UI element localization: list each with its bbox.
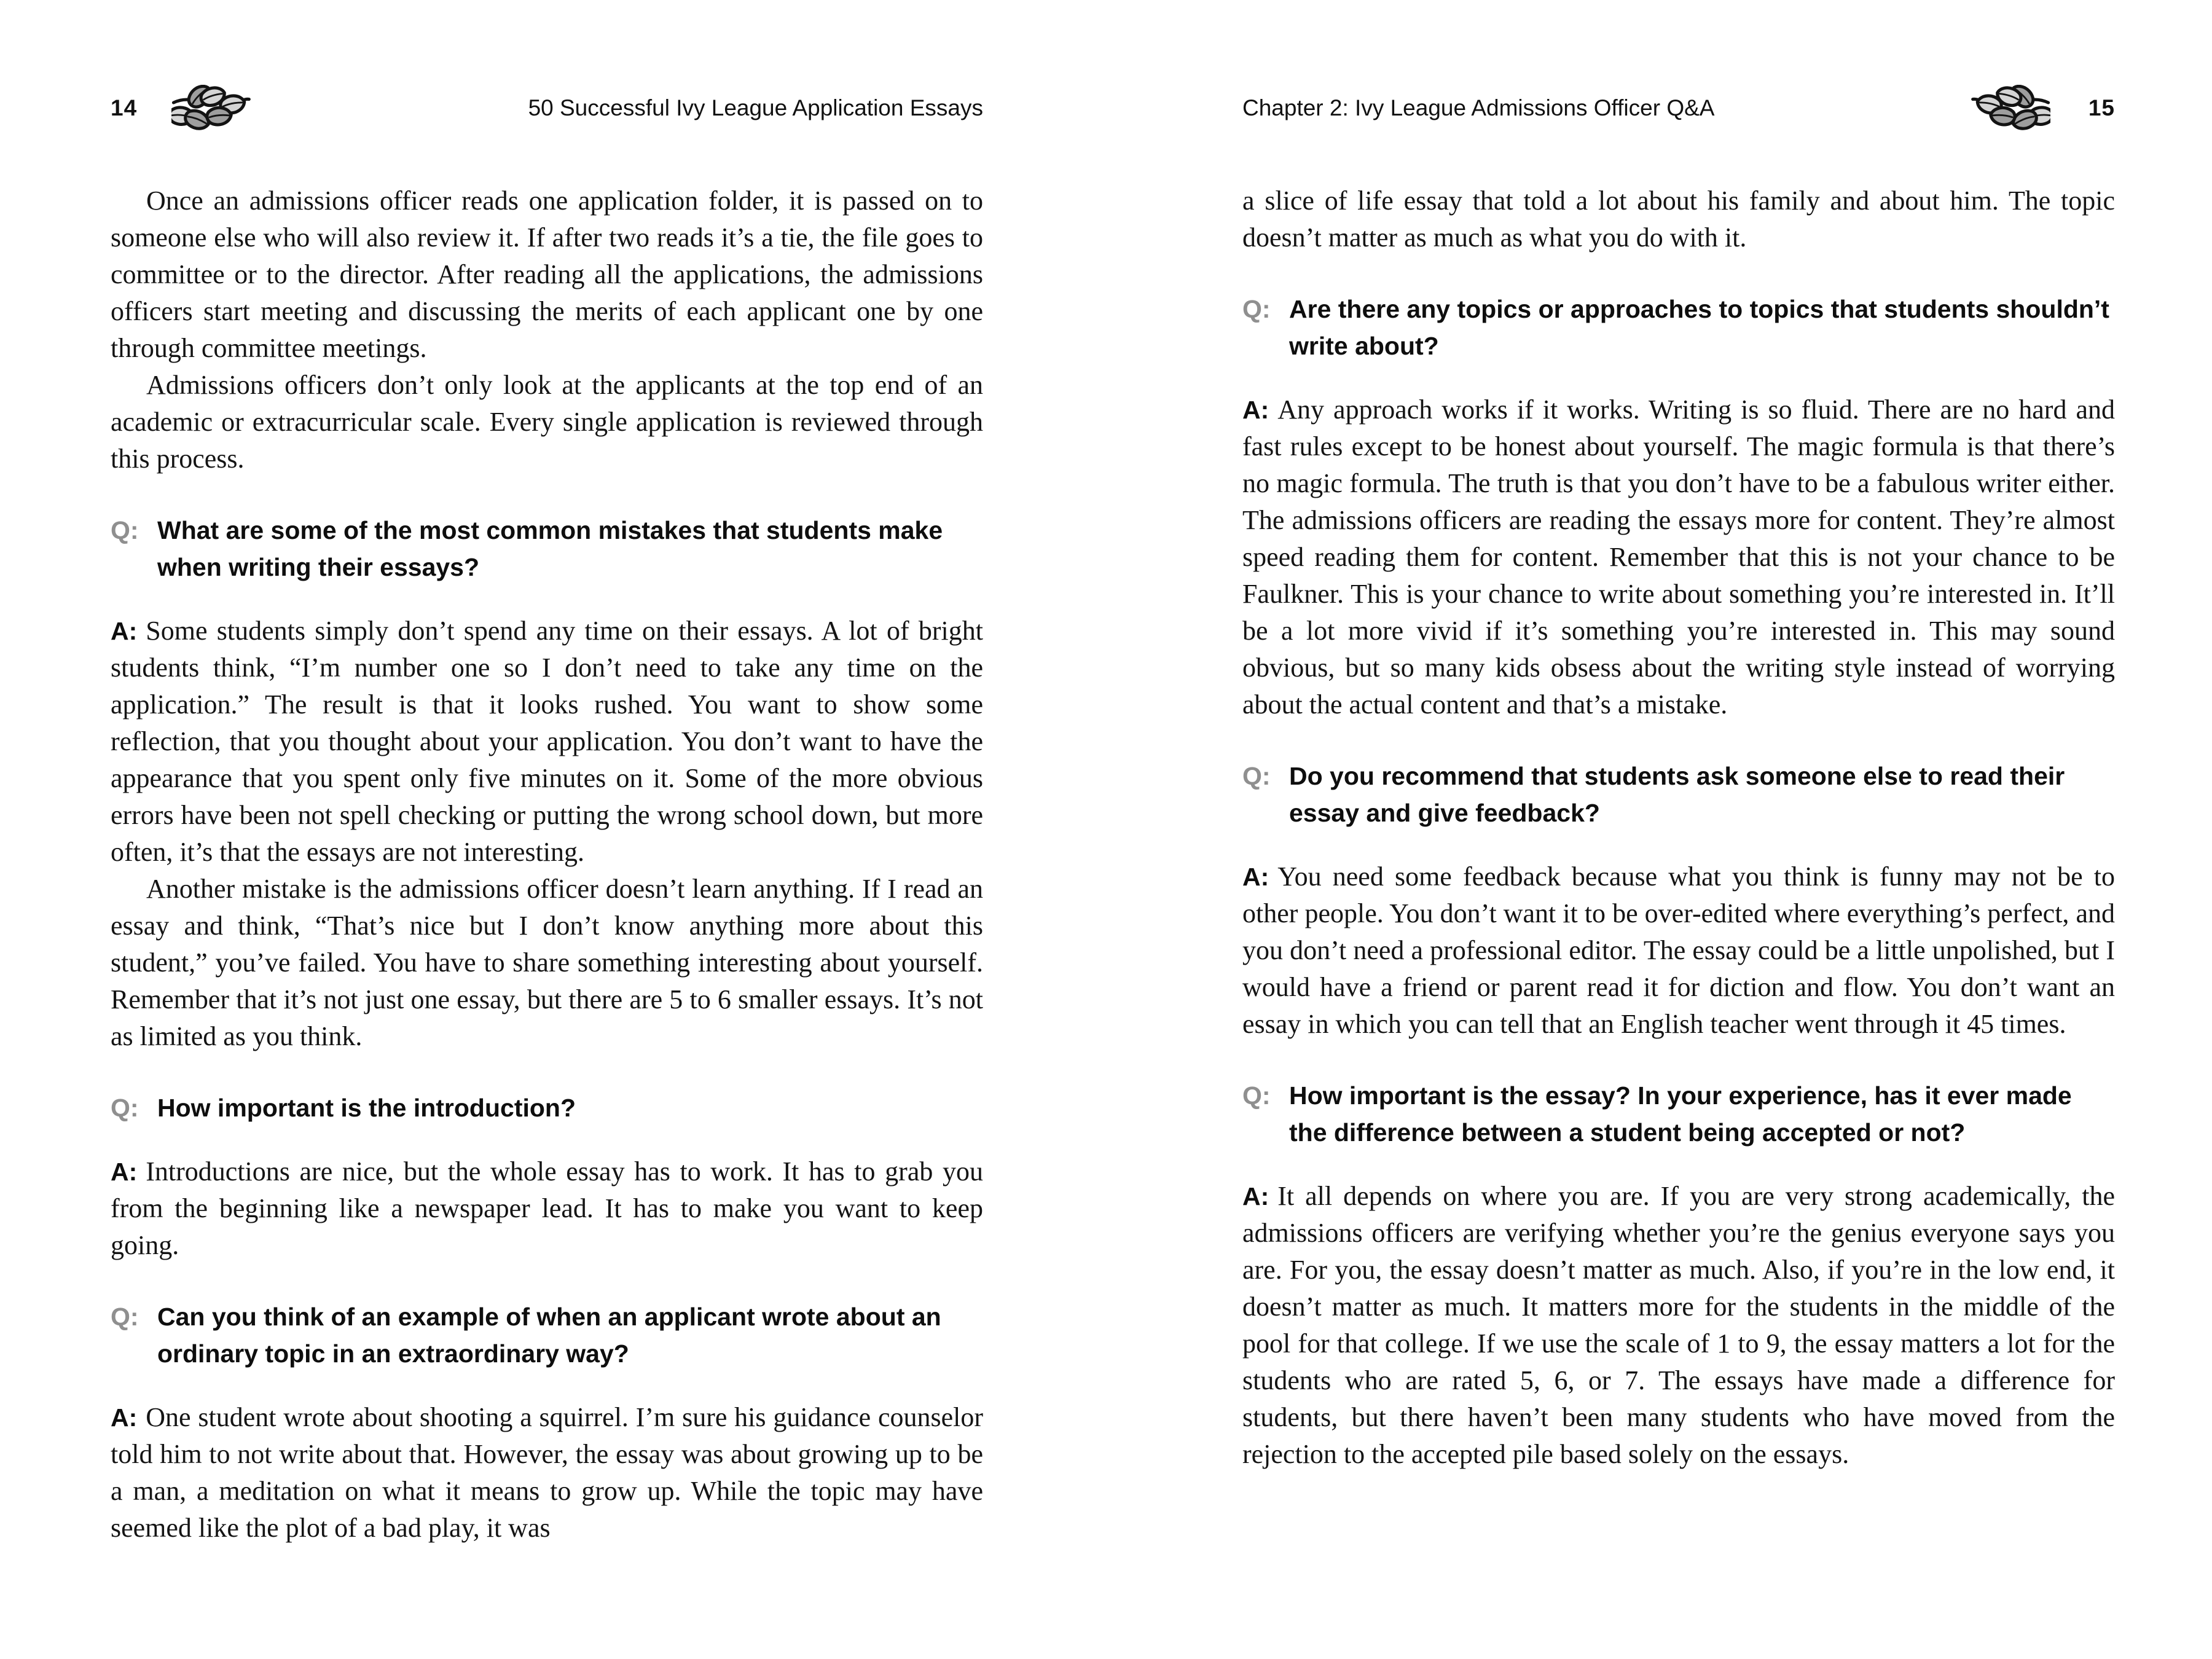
question-marker: Q: xyxy=(111,516,139,544)
answer-continuation-paragraph: Another mistake is the admissions officer doesn’t learn anything. If I read an essay and think, “That’s nice but I don’t know anything more about this student,” you’ve failed. You have to share something interesting about yourself. Remember that it’s not just one essay, but there are 5 to 6 smaller essays. It’s not as limited as you think. xyxy=(111,874,983,1051)
answer-paragraph xyxy=(111,1153,983,1264)
running-title-right: Chapter 2: Ivy League Admissions Officer Q&A xyxy=(1242,95,1715,120)
page-number-right: 15 xyxy=(2088,95,2115,120)
answer-marker: A: xyxy=(111,617,138,645)
question-block xyxy=(111,512,983,586)
paragraph: Admissions officers don’t only look at the applicants at the top end of an academic or extracurricular scale. Every single application is reviewed through this process. xyxy=(111,370,983,474)
answer-marker: A: xyxy=(111,1403,138,1432)
question-block xyxy=(1242,758,2115,831)
question-block xyxy=(111,1089,983,1126)
question-block xyxy=(1242,1077,2115,1151)
running-head-right xyxy=(1242,86,2115,130)
question-marker: Q: xyxy=(111,1094,139,1122)
answer-text: Introductions are nice, but the whole essay has to work. It has to grab you from the beginning like a newspaper lead. It has to make you want to keep going. xyxy=(111,1156,983,1260)
answer-text: You need some feedback because what you think is funny may not be to other people. You don’t want it to be over-edited where everything’s perfect, and you don’t need a professional editor. The essay could be a little unpolished, but I would have a friend or parent read it for diction and flow. You don’t want an essay in which you can tell that an English teacher went through it 45 times. xyxy=(1242,861,2115,1039)
ivy-ornament-icon xyxy=(171,85,253,131)
continuation-paragraph: a slice of life essay that told a lot about his family and about him. The topic doesn’t matter as much as what you do with it. xyxy=(1242,186,2115,253)
answer-paragraph xyxy=(1242,391,2115,723)
question-text: What are some of the most common mistakes that students make when writing their essays? xyxy=(157,516,943,581)
answer-marker: A: xyxy=(111,1158,138,1186)
answer-text: Any approach works if it works. Writing is so fluid. There are no hard and fast rules except to be honest about yourself. The magic formula is that there’s no magic formula. The truth is that you don’t have to be a fabulous writer either. The admissions officers are reading the essays more for content. They’re almost speed reading them for content. Remember that this is not your chance to be Faulkner. This is your chance to write about something you’re interested in. It’ll be a lot more vivid if it’s something you’re interested in. This may sound obvious, but so many kids obsess about the writing style instead of worrying about the actual content and that’s a mistake. xyxy=(1242,394,2115,720)
answer-marker: A: xyxy=(1242,863,1269,891)
question-marker: Q: xyxy=(1242,295,1271,323)
question-text: Are there any topics or approaches to topics that students shouldn’t write about? xyxy=(1289,295,2109,360)
answer-paragraph xyxy=(111,1399,983,1547)
answer-marker: A: xyxy=(1242,396,1269,424)
question-marker: Q: xyxy=(1242,762,1271,790)
question-marker: Q: xyxy=(111,1303,139,1331)
question-text: Can you think of an example of when an applicant wrote about an ordinary topic in an extraordinary way? xyxy=(157,1303,941,1368)
answer-text: One student wrote about shooting a squirrel. I’m sure his guidance counselor told him to not write about that. However, the essay was about growing up to be a man, a meditation on what it means to grow up. While the topic may have seemed like the plot of a bad play, it was xyxy=(111,1402,983,1543)
answer-text: It all depends on where you are. If you are very strong academically, the admissions officers are verifying whether you’re the genius everyone says you are. For you, the essay doesn’t matter as much. Also, if you’re in the low end, it doesn’t matter as much. It matters more for the students in the middle of the pool for that college. If we use the scale of 1 to 9, the essay matters a lot for the students who are rated 5, 6, or 7. The essays have made a difference for students, but there haven’t been many students who have moved from the rejection to the accepted pile based solely on the essays. xyxy=(1242,1181,2115,1469)
answer-paragraph xyxy=(111,613,983,871)
answer-paragraph xyxy=(1242,858,2115,1043)
page-number-left: 14 xyxy=(111,95,138,120)
ivy-ornament-icon xyxy=(1969,85,2050,131)
answer-paragraph xyxy=(1242,1178,2115,1473)
question-text: Do you recommend that students ask someone else to read their essay and give feedback? xyxy=(1289,762,2065,827)
paragraph: Once an admissions officer reads one application folder, it is passed on to someone else who will also review it. If after two reads it’s a tie, the file goes to committee or to the director. After reading all the applications, the admissions officers start meeting and discussing the merits of each applicant one by one through committee meetings. xyxy=(111,186,983,363)
question-block xyxy=(1242,291,2115,364)
page-right xyxy=(1106,0,2212,1659)
question-marker: Q: xyxy=(1242,1081,1271,1110)
running-title-left: 50 Successful Ivy League Application Essays xyxy=(528,95,983,120)
question-text: How important is the introduction? xyxy=(157,1094,576,1122)
answer-marker: A: xyxy=(1242,1182,1269,1210)
answer-text: Some students simply don’t spend any time on their essays. A lot of bright students think, “I’m number one so I don’t need to take any time on the application.” The result is that it looks rushed. You want to show some reflection, that you thought about your application. You don’t want to have the appearance that you spent only five minutes on it. Some of the more obvious errors have been not spell checking or putting the wrong school down, but more often, it’s that the essays are not interesting. xyxy=(111,616,983,867)
running-head-left xyxy=(111,86,983,130)
question-block xyxy=(111,1298,983,1372)
question-text: How important is the essay? In your experience, has it ever made the difference between a student being accepted or not? xyxy=(1289,1081,2072,1147)
